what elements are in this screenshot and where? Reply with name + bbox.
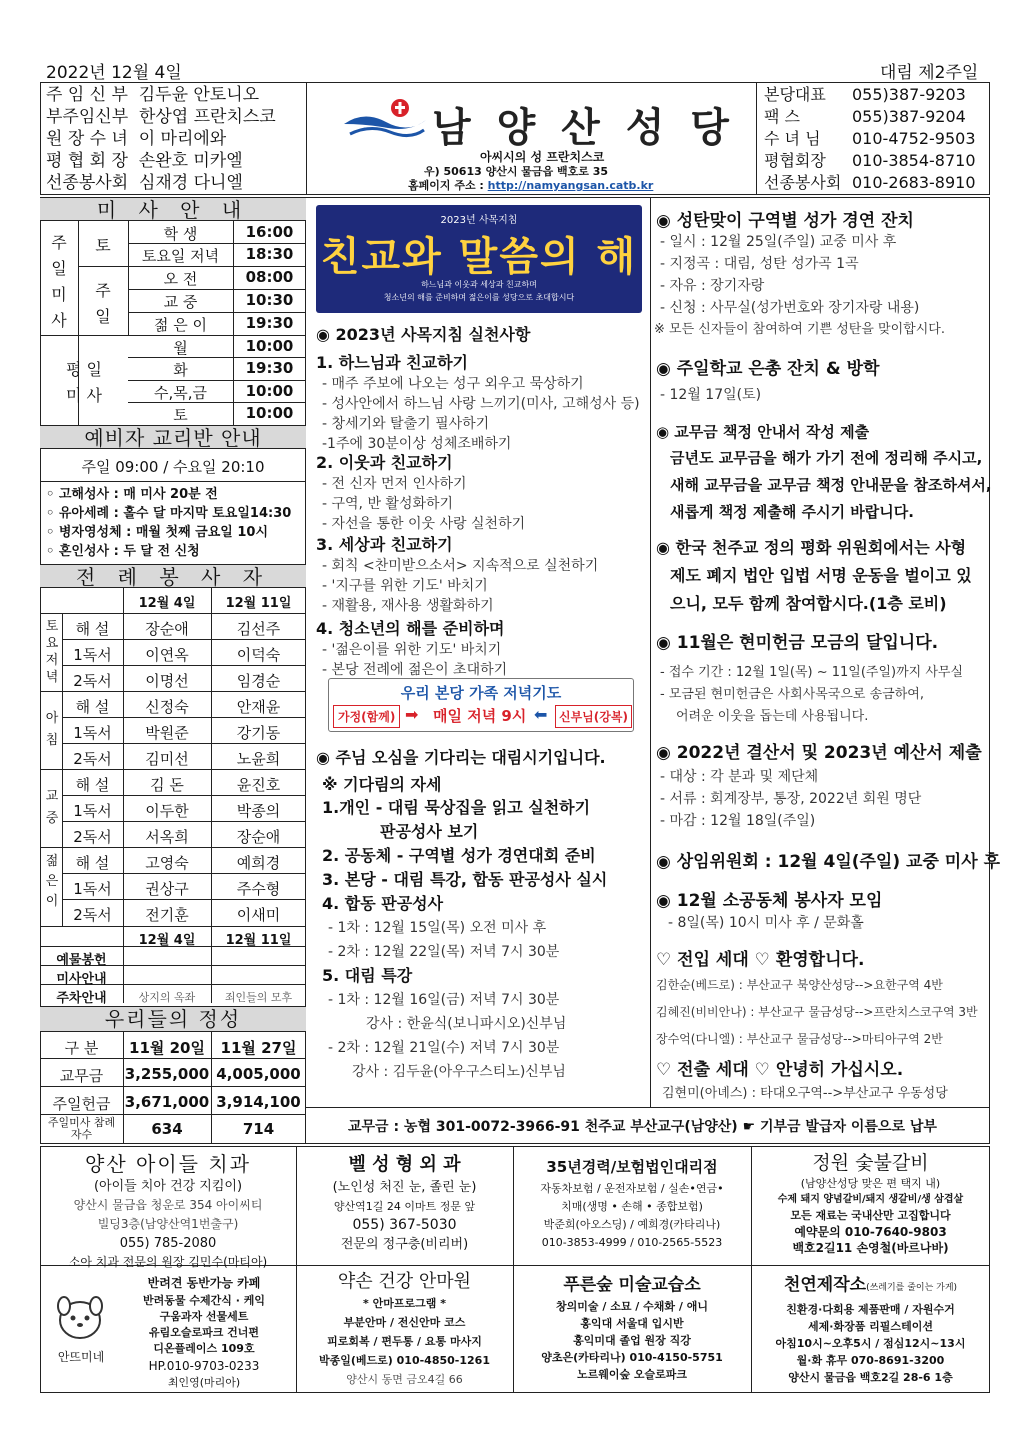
mass-time: 19:30 bbox=[245, 359, 294, 377]
weekday-mass-label: 평 일 미 사 bbox=[66, 360, 102, 405]
server-duty-label: 미사안내 bbox=[56, 972, 107, 987]
server-name: 고영숙 bbox=[145, 854, 189, 872]
advent-heading: ◉ 주님 오심을 기다리는 대림시기입니다. bbox=[316, 748, 606, 767]
mass-time: 10:30 bbox=[245, 291, 294, 309]
ad-pet-cafe: 반려견 동반가능 카페 반려동물 수제간식 · 케익 구움과자 선물세트 유림오슬로파크 건너편 디온플레이스 109호 HP.010-9703-0233 최인영(마리아) bbox=[143, 1276, 265, 1389]
server-name: 윤진호 bbox=[236, 776, 281, 794]
offering-head: 구 분 bbox=[64, 1039, 99, 1057]
guideline-heading: ◉ 2023년 사목지침 실천사항 bbox=[316, 325, 531, 344]
server-role: 2독서 bbox=[73, 750, 112, 768]
hyunmi-title: ◉ 11월은 현미헌금 모금의 달입니다. bbox=[656, 633, 939, 653]
sunday-mass-label: 주 일 미 사 bbox=[51, 233, 67, 330]
server-name: 안재윤 bbox=[236, 698, 281, 716]
server-name: 이두한 bbox=[145, 802, 189, 820]
small-community-detail: - 8일(목) 10시 미사 후 / 문화홀 bbox=[668, 915, 864, 931]
servers-col-date: 12월 11일 bbox=[225, 933, 292, 948]
staff-row: 원 장 수 녀 이 마리에와 bbox=[46, 129, 227, 149]
servers-group-label: 토요저녁 bbox=[45, 619, 59, 685]
servers-group-label: 젊은이 bbox=[45, 854, 59, 909]
server-name: 강기동 bbox=[236, 724, 281, 742]
move-in-title: ♡ 전입 세대 ♡ 환영합니다. bbox=[656, 950, 865, 970]
server-name: 장순애 bbox=[236, 828, 281, 846]
contact-list bbox=[764, 84, 976, 194]
offering-value: 714 bbox=[242, 1120, 275, 1138]
servers-group-label: 아침 bbox=[45, 711, 59, 748]
catechism-title: 예비자 교리반 안내 bbox=[40, 425, 306, 449]
list-item: ◦ 고해성사 : 매 미사 20분 전 bbox=[46, 487, 218, 502]
cafe-logo-text: 안뜨미네 bbox=[57, 1350, 105, 1364]
address: 우) 50613 양산시 물금읍 백호로 35 bbox=[424, 165, 609, 178]
server-role: 해 설 bbox=[75, 620, 110, 638]
banner-title: 친교와 말씀의 해 bbox=[320, 234, 638, 280]
server-role: 해 설 bbox=[75, 854, 110, 872]
guideline-section: 2. 이웃과 친교하기 - 전 신자 먼저 인사하기 - 구역, 반 활성화하기 - 자선을 통한 이웃 사랑 실천하기 bbox=[316, 453, 526, 532]
server-duty-label: 예물봉헌 bbox=[56, 953, 107, 968]
contact-row: 선종봉사회 010-2683-8910 bbox=[764, 173, 976, 192]
server-name: 서옥희 bbox=[145, 828, 189, 846]
server-name: 이새미 bbox=[236, 906, 281, 924]
catechism-schedule: 주일 09:00 / 수요일 20:10 bbox=[81, 458, 265, 476]
homepage-link[interactable]: http://namyangsan.catb.kr bbox=[487, 179, 654, 192]
mass-time: 10:00 bbox=[245, 337, 294, 355]
server-name: 김선주 bbox=[236, 620, 281, 638]
committee-notice: ◉ 상임위원회 : 12월 4일(주일) 교중 미사 후 bbox=[656, 852, 1000, 872]
server-role: 해 설 bbox=[75, 776, 110, 794]
staff-list bbox=[46, 84, 276, 194]
server-name: 이덕숙 bbox=[236, 646, 281, 664]
banner-year: 2023년 사목지침 bbox=[440, 215, 518, 226]
issue-date: 2022년 12월 4일 bbox=[46, 63, 182, 83]
book-title: ◉ 교무금 책정 안내서 작성 제출 bbox=[656, 423, 870, 441]
offering-head: 11월 20일 bbox=[129, 1039, 205, 1057]
account-info: 교무금 : 농협 301-0072-3966-91 천주교 부산교구(남양산) ☛ 기부금 발급자 이름으로 납부 bbox=[348, 1119, 937, 1135]
dog-logo-icon bbox=[52, 1290, 108, 1346]
prayer-box bbox=[328, 678, 634, 732]
server-name: 전기훈 bbox=[145, 906, 189, 924]
liturgical-season: 대림 제2주일 bbox=[880, 63, 979, 83]
school-date: - 12월 17일(토) bbox=[660, 387, 762, 403]
offering-value: 4,005,000 bbox=[216, 1065, 301, 1083]
servers-col-date: 12월 4일 bbox=[138, 933, 196, 948]
budget-details: - 대상 : 각 분과 및 제단체 - 서류 : 회계장부, 통장, 2022년 회원 명단 - 마감 : 12월 18일(주일) bbox=[660, 769, 922, 829]
ad-massage: 약손 건강 안마원 * 안마프로그램 * 부분안마 / 전신안마 코스 피로회복 / 편두통 / 요통 마사지 박종일(베드로) 010-4850-1261 양산시 동면 금오4길 66 bbox=[319, 1271, 490, 1386]
server-name: 임경순 bbox=[236, 672, 281, 690]
banner-sub: 하느님과 이웃과 세상과 친교하며 bbox=[421, 280, 537, 289]
mass-name: 수,목,금 bbox=[153, 384, 207, 402]
mass-time: 10:00 bbox=[245, 404, 294, 422]
staff-row: 주 임 신 부 김두윤 안토니오 bbox=[46, 85, 260, 105]
server-group-name: 죄인들의 모후 bbox=[224, 991, 293, 1004]
budget-title: ◉ 2022년 결산서 및 2023년 예산서 제출 bbox=[656, 743, 982, 763]
server-role: 1독서 bbox=[73, 646, 112, 664]
server-duty-label: 주차안내 bbox=[56, 991, 107, 1006]
sacrament-list bbox=[46, 485, 291, 561]
move-out-list: 김현미(아녜스) : 타대오구역-->부산교구 우동성당 bbox=[662, 1086, 948, 1101]
server-name: 박종의 bbox=[236, 802, 281, 820]
guideline-section: 1. 하느님과 친교하기 - 매주 주보에 나오는 성구 외우고 묵상하기 - 성사안에서 하느님 사랑 느끼기(미사, 고해성사 등) - 창세기와 탈출기 필사하기 -1주에 30분이상 성체조배하기 bbox=[316, 353, 640, 452]
contact-row: 평협회장 010-3854-8710 bbox=[764, 151, 976, 170]
mass-time: 18:30 bbox=[245, 245, 294, 263]
mass-name: 교 중 bbox=[163, 293, 198, 311]
contact-row: 수 녀 님 010-4752-9503 bbox=[764, 129, 976, 148]
guideline-section: 4. 청소년의 해를 준비하며 - '젊은이를 위한 기도' 바치기 - 본당 전례에 젊은이 초대하기 bbox=[316, 619, 508, 678]
arrow-left-icon: ⬅ bbox=[534, 705, 548, 724]
mass-name: 토 bbox=[173, 406, 188, 424]
server-name: 김 돈 bbox=[150, 776, 184, 794]
ad-plastic-surgery: 벨 성 형 외 과 (노인성 처진 눈, 졸린 눈) 양산역1길 24 이마트 정문 앞 055) 367-5030 전문의 정구충(비리버) bbox=[332, 1154, 477, 1252]
offering-title: 우리들의 정성 bbox=[40, 1006, 306, 1032]
staff-row: 선종봉사회 심재경 다니엘 bbox=[46, 173, 243, 193]
sunday-label: 주 일 bbox=[95, 281, 111, 326]
server-name: 노윤희 bbox=[236, 750, 281, 768]
server-name: 권상구 bbox=[145, 880, 189, 898]
server-role: 해 설 bbox=[75, 698, 110, 716]
mass-time: 16:00 bbox=[245, 223, 294, 241]
pastoral-banner bbox=[316, 205, 642, 313]
hyunmi-details: - 접수 기간 : 12월 1일(목) ~ 11일(주일)까지 사무실 - 모금된 현미헌금은 사회사목국으로 송금하여, 어려운 이웃을 돕는데 사용됩니다. bbox=[660, 665, 964, 724]
banner-sub: 청소년의 해를 준비하며 젊은이를 성당으로 초대합시다 bbox=[383, 293, 575, 302]
mass-time: 10:00 bbox=[245, 382, 294, 400]
prayer-right: 신부님(강복) bbox=[555, 705, 632, 728]
school-title: ◉ 주일학교 은총 잔치 & 방학 bbox=[656, 359, 880, 379]
servers-col-date: 12월 4일 bbox=[138, 596, 196, 611]
offering-label: 주일미사 참례자수 bbox=[47, 1116, 116, 1141]
saturday-label: 토 bbox=[95, 236, 111, 255]
server-role: 2독서 bbox=[73, 828, 112, 846]
servers-group-label: 교중 bbox=[45, 789, 59, 826]
offering-value: 3,671,000 bbox=[124, 1093, 210, 1111]
list-item: ◦ 병자영성체 : 매월 첫째 금요일 10시 bbox=[46, 525, 269, 540]
book-details: 금년도 교무금을 해가 가기 전에 정리해 주시고, 새해 교무금을 교무금 책정 안내문을 참조하셔서, 새롭게 책정 제출해 주시기 바랍니다. bbox=[670, 449, 992, 521]
arrow-right-icon: ➡ bbox=[405, 705, 419, 724]
ad-zero-waste-shop: 천연제작소(쓰레기를 줄이는 가게) 친환경·다회용 제품판매 / 자원수거 세제·화장품 리필스테이션 아침10시~오후5시 / 점심12시~13시 월·화 휴무 070-8691-3200 양산시 물금읍 백호2길 28-6 1층 bbox=[775, 1275, 966, 1384]
server-role: 1독서 bbox=[73, 802, 112, 820]
staff-row: 부주임신부 한상엽 프란치스코 bbox=[46, 107, 276, 127]
ad-restaurant: 정원 숯불갈비 (남양산성당 맞은 편 택지 내) 수제 돼지 양념갈비/돼지 생갈비/생 삼겹살 모든 재료는 국내산만 고집합니다 예약문의 010-7640-9803 백호2길11 손영철(바르나바) bbox=[777, 1152, 964, 1255]
contact-row: 본당대표 055)387-9203 bbox=[764, 85, 966, 104]
server-name: 박원준 bbox=[145, 724, 189, 742]
offering-head: 11월 27일 bbox=[220, 1039, 297, 1057]
server-name: 이명선 bbox=[145, 672, 189, 690]
servers-col-date: 12월 11일 bbox=[225, 596, 292, 611]
server-role: 2독서 bbox=[73, 672, 112, 690]
ad-dental: 양산 아이들 치과 (아이들 치아 건강 지킴이) 양산시 물금읍 청운로 354 아이씨티 빌딩3층(남양산역1번출구) 055) 785-2080 소아 치과 전문의 원장 김민수(마티아) bbox=[68, 1152, 268, 1269]
server-name: 이연옥 bbox=[145, 646, 189, 664]
advent-list: 1.개인 - 대림 묵상집을 읽고 실천하기 판공성사 보기 2. 공동체 - 구역별 성가 경연대회 준비 3. 본당 - 대림 특강, 합동 판공성사 실시 4. 합동 판공성사 - 1차 : 12월 15일(목) 오전 미사 후 - 2차 : 12월 22일(목) 저녁 7시 30분 5. 대림 특강 - 1차 : 12월 16일(금) 저녁 7시 30분 강사 : 한윤식(보니파시오)신부님 - 2차 : 12월 21일(수) 저녁 7시 30분 강사 : 김두윤(아우구스티노)신부님 bbox=[322, 798, 608, 1080]
prayer-title: 우리 본당 가족 저녁기도 bbox=[400, 684, 562, 702]
server-group-name: 상지의 옥좌 bbox=[138, 991, 196, 1004]
mass-name: 오 전 bbox=[163, 270, 198, 288]
homepage-line: 홈페이지 주소 : http://namyangsan.catb.kr bbox=[408, 179, 654, 192]
servers-title: 전 례 봉 사 자 bbox=[40, 564, 306, 588]
patron: 아씨시의 성 프란치스코 bbox=[480, 150, 605, 164]
move-out-title: ♡ 전출 세대 ♡ 안녕히 가십시오. bbox=[656, 1060, 904, 1080]
server-role: 1독서 bbox=[73, 724, 112, 742]
ad-insurance: 35년경력/보험법인대리점 자동차보험 / 운전자보험 / 실손•연금• 치매(생명 • 손해 • 종합보험) 박준희(아오스딩) / 예희경(카타리나) 010-3853-4999 / 010-2565-5523 bbox=[540, 1158, 724, 1249]
server-role: 2독서 bbox=[73, 906, 112, 924]
staff-row: 평 협 회 장 손완호 미카엘 bbox=[46, 151, 243, 171]
mass-name: 젊 은 이 bbox=[153, 316, 207, 334]
church-logo-icon bbox=[340, 96, 428, 142]
list-item: ◦ 혼인성사 : 두 달 전 신청 bbox=[46, 544, 200, 559]
server-name: 예희경 bbox=[236, 854, 281, 872]
small-community-title: ◉ 12월 소공동체 봉사자 모임 bbox=[656, 891, 883, 911]
move-in-list: 김한순(베드로) : 부산교구 북양산성당-->요한구역 4반 김혜진(비비안나) : 부산교구 물금성당-->프란치스코구역 3반 장수억(다니엘) : 부산교구 물금성당-->마티아구역 2반 bbox=[656, 978, 978, 1046]
church-name: 남 양 산 성 당 bbox=[432, 105, 735, 151]
server-name: 신정숙 bbox=[145, 698, 189, 716]
offering-value: 3,255,000 bbox=[124, 1065, 210, 1083]
ad-art-school: 푸른숲 미술교습소 창의미술 / 소묘 / 수채화 / 애니 홍익대 서울대 입시반 홍익미대 졸업 원장 직강 양초은(카타리나) 010-4150-5751 노르웨이숲 오슬로파크 bbox=[541, 1275, 723, 1381]
mass-time: 08:00 bbox=[245, 268, 294, 286]
offering-label: 교무금 bbox=[59, 1067, 104, 1085]
offering-label: 주일헌금 bbox=[52, 1095, 111, 1113]
peace-notice: ◉ 한국 천주교 정의 평화 위원회에서는 사형 제도 폐지 법안 입법 서명 운동을 벌이고 있 으니, 모두 함께 참여합시다.(1층 로비) bbox=[656, 538, 972, 613]
server-role: 1독서 bbox=[73, 880, 112, 898]
choir-title: ◉ 성탄맞이 구역별 성가 경연 잔치 bbox=[656, 211, 914, 231]
mass-name: 월 bbox=[173, 339, 188, 357]
mass-name: 학 생 bbox=[163, 225, 198, 243]
mass-time: 19:30 bbox=[245, 314, 294, 332]
guideline-section: 3. 세상과 친교하기 - 회칙 <찬미받으소서> 지속적으로 실천하기 - '지구를 위한 기도' 바치기 - 재활용, 재사용 생활화하기 bbox=[316, 535, 599, 614]
offering-value: 3,914,100 bbox=[216, 1093, 301, 1111]
prayer-left: 가정(함께) bbox=[333, 705, 400, 728]
advent-sub: ※ 기다림의 자세 bbox=[322, 775, 442, 794]
mass-name: 화 bbox=[173, 361, 188, 379]
server-name: 장순애 bbox=[145, 620, 189, 638]
server-name: 김미선 bbox=[145, 750, 189, 768]
choir-details: - 일시 : 12월 25일(주일) 교중 미사 후 - 지정곡 : 대림, 성탄 성가곡 1곡 - 자유 : 장기자랑 - 신청 : 사무실(성가번호와 장기자랑 내용) ※ 모든 신자들이 참여하여 기쁜 성탄을 맞이합시다. bbox=[654, 234, 945, 337]
prayer-center: 매일 저녁 9시 bbox=[433, 707, 527, 725]
contact-row: 팩 스 055)387-9204 bbox=[764, 107, 966, 126]
offering-value: 634 bbox=[151, 1120, 183, 1138]
server-name: 주수형 bbox=[236, 880, 281, 898]
list-item: ◦ 유아세례 : 홀수 달 마지막 토요일14:30 bbox=[46, 506, 292, 521]
mass-title: 미 사 안 내 bbox=[40, 197, 306, 221]
mass-name: 토요일 저녁 bbox=[141, 247, 220, 265]
